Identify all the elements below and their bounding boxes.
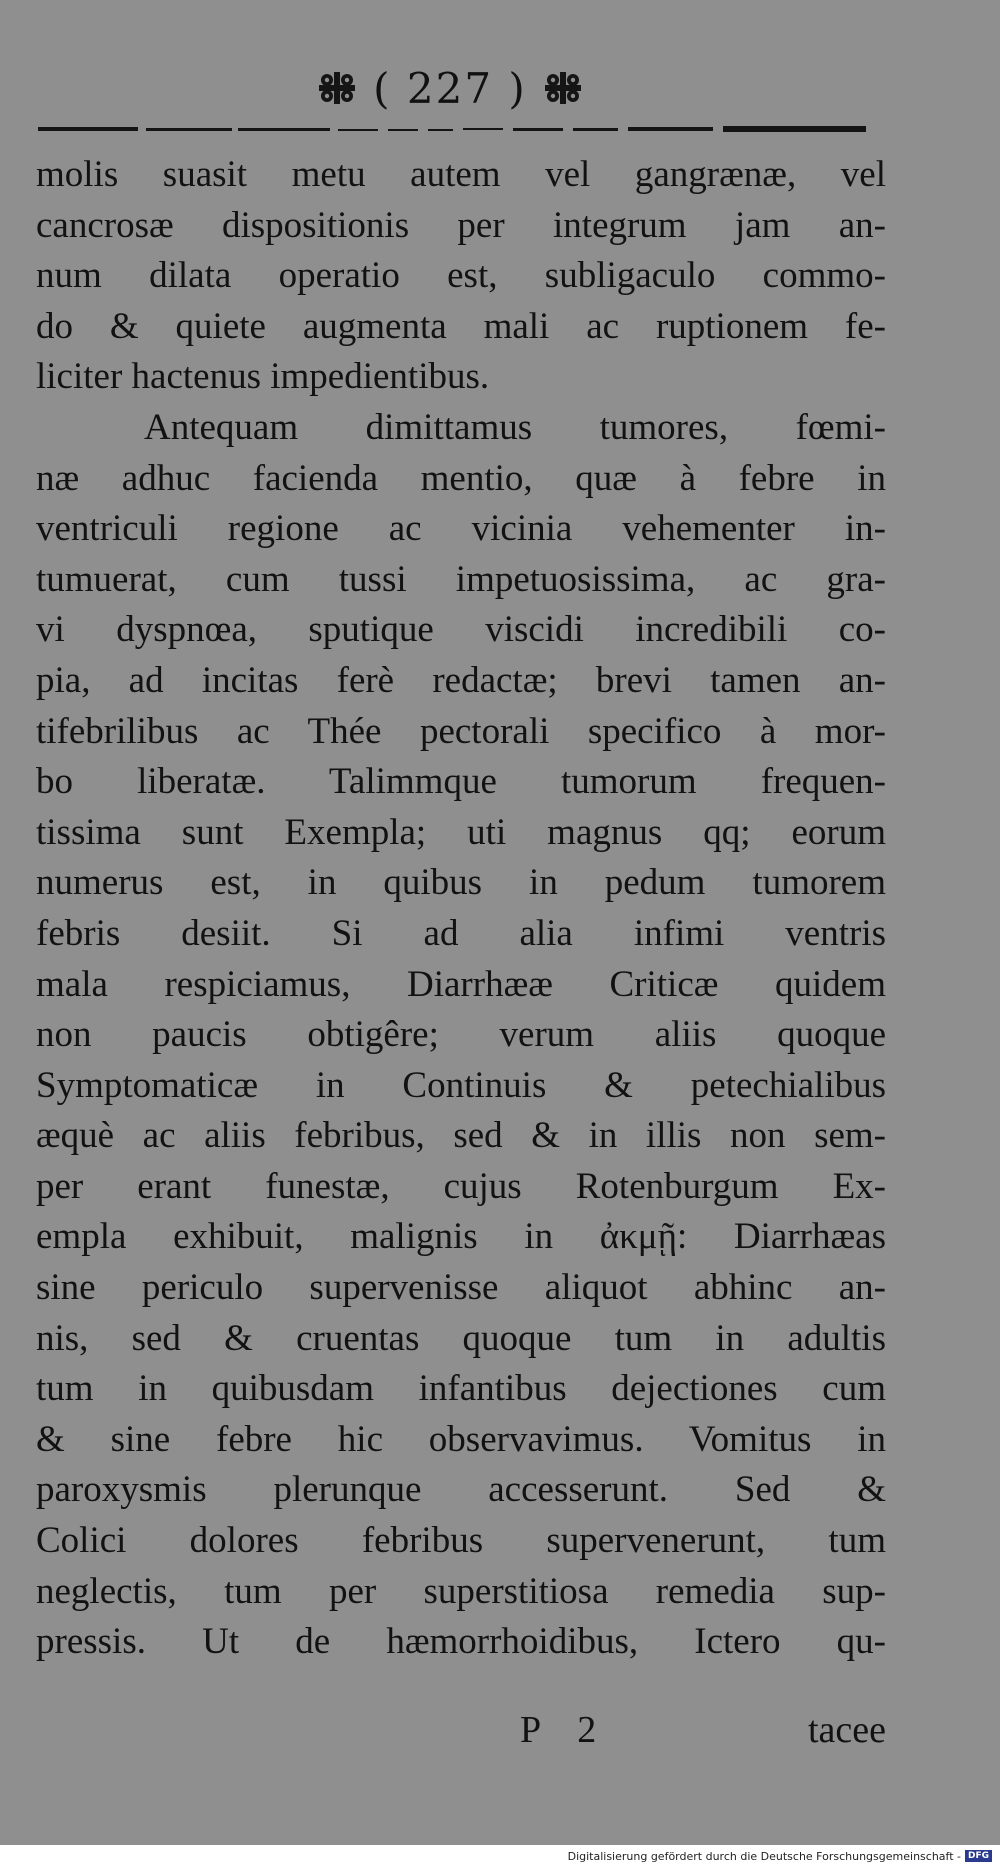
text-line: ventriculi regione ac vicinia vehementer in- <box>36 508 886 550</box>
text-line: febris desiit. Si ad alia infimi ventris <box>36 912 886 954</box>
text-line: nis, sed & cruentas quoque tum in adultis <box>36 1317 886 1359</box>
text-line: liciter hactenus impedientibus. <box>36 356 490 398</box>
text-line: cancrosæ dispositionis per integrum jam an- <box>36 204 886 246</box>
dfg-logo: DFG <box>965 1850 992 1862</box>
text-line: neglectis, tum per superstitiosa remedia sup- <box>36 1570 886 1612</box>
text-line: & sine febre hic observavimus. Vomitus in <box>36 1418 886 1460</box>
credit-text: Digitalisierung gefördert durch die Deutsche Forschungsgemeinschaft - <box>567 1849 961 1863</box>
page-header <box>300 58 600 118</box>
text-line: do & quiete augmenta mali ac ruptionem fe- <box>36 305 886 347</box>
text-line: pia, ad incitas ferè redactæ; brevi tamen an- <box>36 659 886 701</box>
text-line: sine periculo supervenisse aliquot abhinc an- <box>36 1267 886 1309</box>
digitization-credit <box>0 1845 1000 1867</box>
text-line: æquè ac aliis febribus, sed & in illis non sem- <box>36 1115 886 1157</box>
text-line: Symptomaticæ in Continuis & petechialibus <box>36 1064 886 1106</box>
page-footer <box>36 1708 886 1760</box>
text-line: paroxysmis plerunque accesserunt. Sed & <box>36 1469 886 1511</box>
fleuron-ornament-right-icon <box>541 68 585 108</box>
text-line: numerus est, in quibus in pedum tumorem <box>36 862 886 904</box>
text-line: bo liberatæ. Talimmque tumorum frequen- <box>36 761 886 803</box>
text-line: tum in quibusdam infantibus dejectiones cum <box>36 1368 886 1410</box>
text-line: pressis. Ut de hæmorrhoidibus, Ictero qu- <box>36 1621 886 1663</box>
text-line: Colici dolores febribus supervenerunt, tum <box>36 1520 886 1562</box>
text-line: tissima sunt Exempla; uti magnus qq; eorum <box>36 811 886 853</box>
text-line: per erant funestæ, cujus Rotenburgum Ex- <box>36 1165 886 1207</box>
page-number: ( 227 ) <box>373 63 527 113</box>
text-line: molis suasit metu autem vel gangrænæ, vel <box>36 154 886 195</box>
text-line: num dilata operatio est, subligaculo commo- <box>36 255 886 297</box>
signature-mark: P 2 <box>520 1709 611 1751</box>
fleuron-ornament-left-icon <box>315 68 359 108</box>
body-text <box>36 150 886 1668</box>
paragraph-start-line: Antequam dimittamus tumores, fœmi- <box>144 406 886 448</box>
text-line: non paucis obtigêre; verum aliis quoque <box>36 1014 886 1056</box>
text-line: vi dyspnœa, sputique viscidi incredibili co- <box>36 609 886 651</box>
text-line: tumuerat, cum tussi impetuosissima, ac gra- <box>36 558 886 600</box>
text-line: empla exhibuit, malignis in ἀκμῇ: Diarrhæas <box>36 1216 886 1258</box>
text-line: næ adhuc facienda mentio, quæ à febre in <box>36 457 886 499</box>
text-line: tifebrilibus ac Thée pectorali specifico à mor- <box>36 710 886 752</box>
catchword: tacee <box>807 1709 886 1751</box>
text-line: mala respiciamus, Diarrhææ Criticæ quidem <box>36 963 886 1005</box>
header-rule <box>38 120 866 140</box>
